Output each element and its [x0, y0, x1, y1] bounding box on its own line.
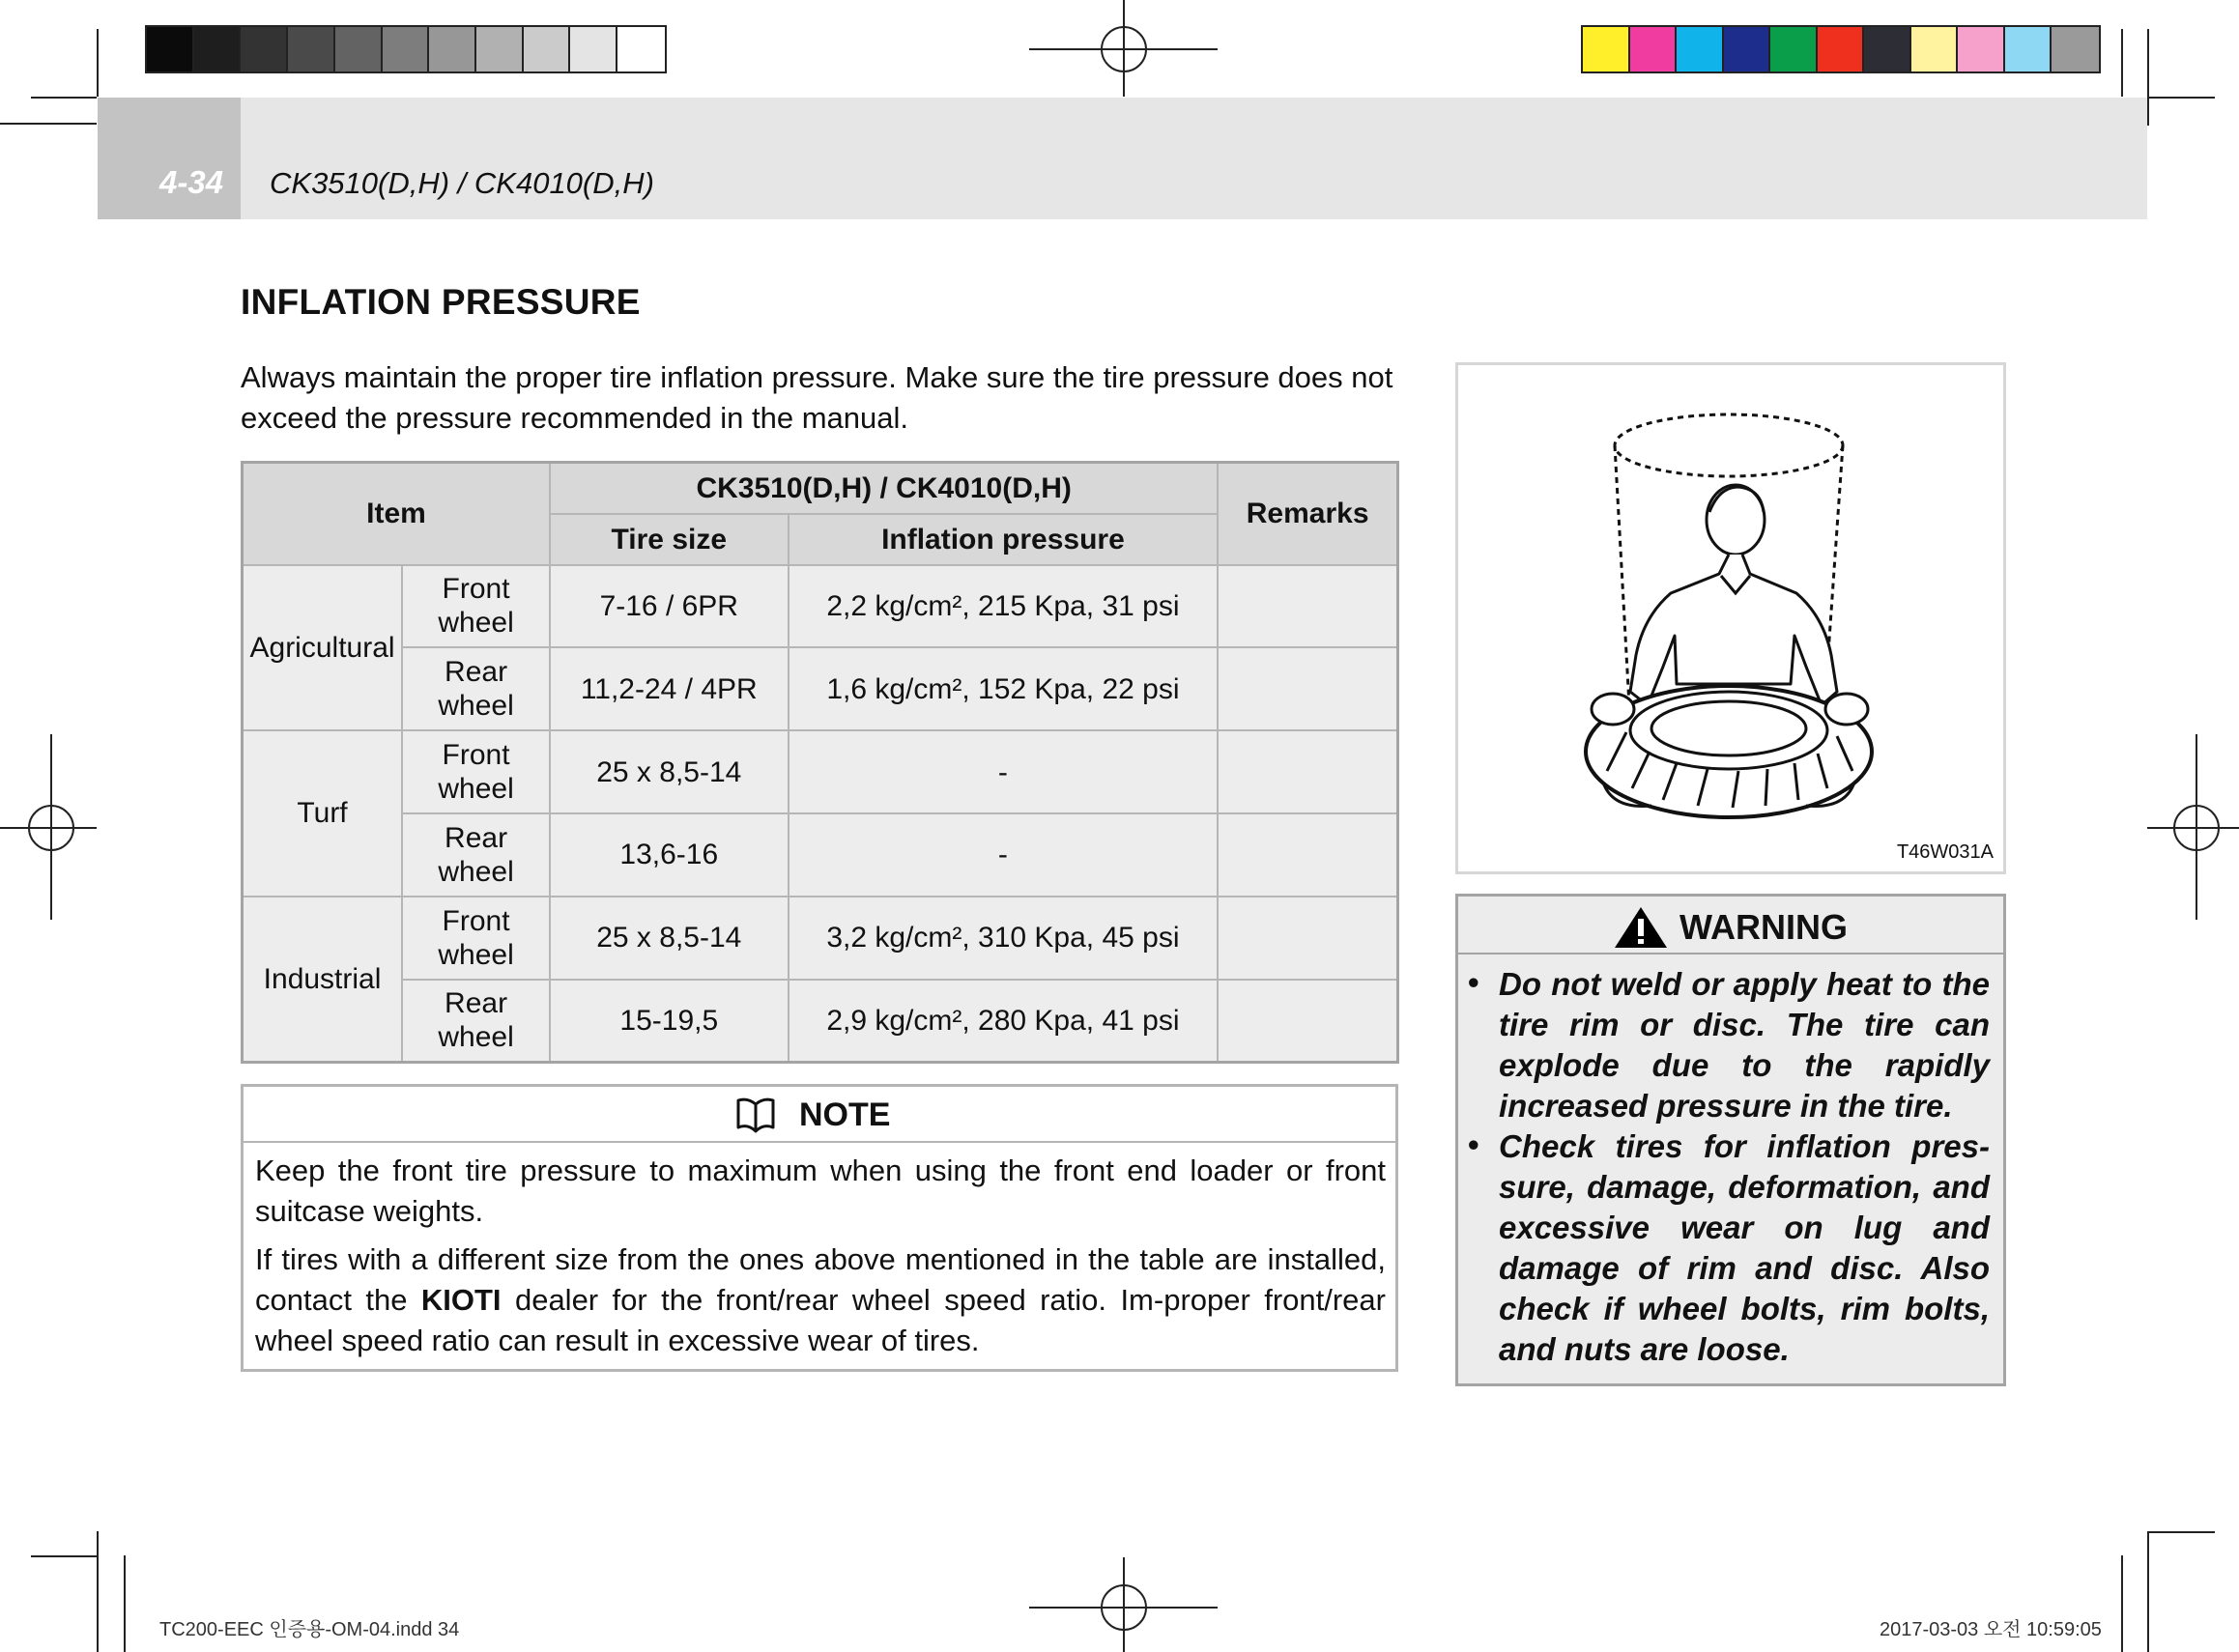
- pressure-cell: -: [789, 730, 1219, 813]
- table-row: [243, 730, 1398, 813]
- group-label: Industrial: [243, 897, 403, 1063]
- note-text: dealer for the front/rear wheel speed ratio. Im-proper front/rear wheel speed ratio can result in excessive wear of tires.: [255, 1283, 1386, 1357]
- warning-item: Do not weld or apply heat to the tire rim or disc. The tire can explode due to the rapidly increased pressure in the tire.: [1499, 966, 1990, 1124]
- color-swatch: [617, 27, 665, 71]
- wheel-label: Front wheel: [402, 565, 550, 648]
- footer-file: TC200-EEC 인증용-OM-04.indd 34: [159, 1619, 460, 1640]
- color-swatch: [1724, 27, 1771, 71]
- color-swatch: [1677, 27, 1724, 71]
- color-swatch: [2005, 27, 2052, 71]
- page-tab: [98, 98, 241, 219]
- note-box: [241, 1084, 1398, 1372]
- wheel-label: Rear wheel: [402, 813, 550, 897]
- brand-name: KIOTI: [420, 1283, 502, 1317]
- table-row: [243, 647, 1398, 730]
- pressure-cell: 2,2 kg/cm², 215 Kpa, 31 psi: [789, 565, 1219, 648]
- bullet-icon: •: [1468, 1126, 1479, 1162]
- group-label: Turf: [243, 730, 403, 897]
- tire-size-cell: 13,6-16: [550, 813, 789, 897]
- table-row: [243, 980, 1398, 1063]
- color-swatch: [1818, 27, 1865, 71]
- color-swatch: [335, 27, 383, 71]
- warning-box: [1455, 894, 2006, 1386]
- note-text: If tires with a different size from the ones above mentioned in the table are installed, contact the: [255, 1242, 1386, 1317]
- tire-inspection-illustration: [1574, 404, 1883, 829]
- wheel-label: Front wheel: [402, 730, 550, 813]
- pressure-cell: 2,9 kg/cm², 280 Kpa, 41 psi: [789, 980, 1219, 1063]
- wheel-label: Front wheel: [402, 897, 550, 980]
- tire-size-cell: 11,2-24 / 4PR: [550, 647, 789, 730]
- tire-size-cell: 15-19,5: [550, 980, 789, 1063]
- header-model: CK3510(D,H) / CK4010(D,H): [550, 463, 1218, 514]
- color-swatch: [241, 27, 288, 71]
- warning-title: WARNING: [1679, 907, 1848, 947]
- warning-item: Check tires for inflation pres-sure, damage, deformation, and excessive wear on lug and damage of rim and disc. Also check if wheel bolts, rim bolts, and nuts are loose.: [1499, 1128, 1990, 1367]
- note-paragraph: Keep the front tire pressure to maximum when using the front end loader or front suitcase weights.: [255, 1154, 1386, 1228]
- note-title: NOTE: [799, 1097, 891, 1133]
- color-swatch: [1583, 27, 1630, 71]
- color-swatch: [1958, 27, 2005, 71]
- header-remarks: Remarks: [1218, 463, 1397, 565]
- color-swatch: [1770, 27, 1818, 71]
- color-swatch: [570, 27, 617, 71]
- group-label: Agricultural: [243, 565, 403, 731]
- remarks-cell: [1218, 897, 1397, 980]
- color-swatch: [1911, 27, 1959, 71]
- remarks-cell: [1218, 647, 1397, 730]
- header-item: Item: [243, 463, 551, 565]
- grayscale-calibration-bar: [145, 25, 667, 73]
- wheel-label: Rear wheel: [402, 980, 550, 1063]
- tire-size-cell: 25 x 8,5-14: [550, 730, 789, 813]
- color-swatch: [476, 27, 524, 71]
- warning-triangle-icon: [1613, 905, 1669, 950]
- tire-pressure-table: [241, 461, 1399, 1064]
- wheel-label: Rear wheel: [402, 647, 550, 730]
- model-title: CK3510(D,H) / CK4010(D,H): [270, 166, 654, 200]
- header-band: [98, 98, 2147, 219]
- header-inflation-pressure: Inflation pressure: [789, 514, 1219, 565]
- footer-timestamp: 2017-03-03 오전 10:59:05: [1880, 1619, 2102, 1640]
- figure-box: [1455, 362, 2006, 874]
- intro-paragraph: Always maintain the proper tire inflation pressure. Make sure the tire pressure does not exceed the pressure recommended in the manual.: [241, 360, 1393, 435]
- color-calibration-bar: [1581, 25, 2101, 73]
- table-row: [243, 897, 1398, 980]
- pressure-cell: -: [789, 813, 1219, 897]
- color-swatch: [1630, 27, 1678, 71]
- table-row: [243, 565, 1398, 648]
- remarks-cell: [1218, 813, 1397, 897]
- pressure-cell: 1,6 kg/cm², 152 Kpa, 22 psi: [789, 647, 1219, 730]
- color-swatch: [1864, 27, 1911, 71]
- color-swatch: [147, 27, 194, 71]
- remarks-cell: [1218, 565, 1397, 648]
- tire-size-cell: 25 x 8,5-14: [550, 897, 789, 980]
- book-icon: [734, 1095, 777, 1137]
- section-title: INFLATION PRESSURE: [241, 282, 641, 322]
- table-row: [243, 813, 1398, 897]
- remarks-cell: [1218, 730, 1397, 813]
- color-swatch: [524, 27, 571, 71]
- color-swatch: [2052, 27, 2099, 71]
- color-swatch: [429, 27, 476, 71]
- remarks-cell: [1218, 980, 1397, 1063]
- color-swatch: [383, 27, 430, 71]
- tire-size-cell: 7-16 / 6PR: [550, 565, 789, 648]
- page-number: 4-34: [159, 164, 224, 200]
- warning-header: [1458, 897, 2003, 954]
- figure-code: T46W031A: [1896, 841, 1994, 863]
- pressure-cell: 3,2 kg/cm², 310 Kpa, 45 psi: [789, 897, 1219, 980]
- header-tire-size: Tire size: [550, 514, 789, 565]
- color-swatch: [194, 27, 242, 71]
- color-swatch: [288, 27, 335, 71]
- note-header: [244, 1087, 1395, 1143]
- note-paragraph: [255, 1239, 1386, 1361]
- bullet-icon: •: [1468, 964, 1479, 1000]
